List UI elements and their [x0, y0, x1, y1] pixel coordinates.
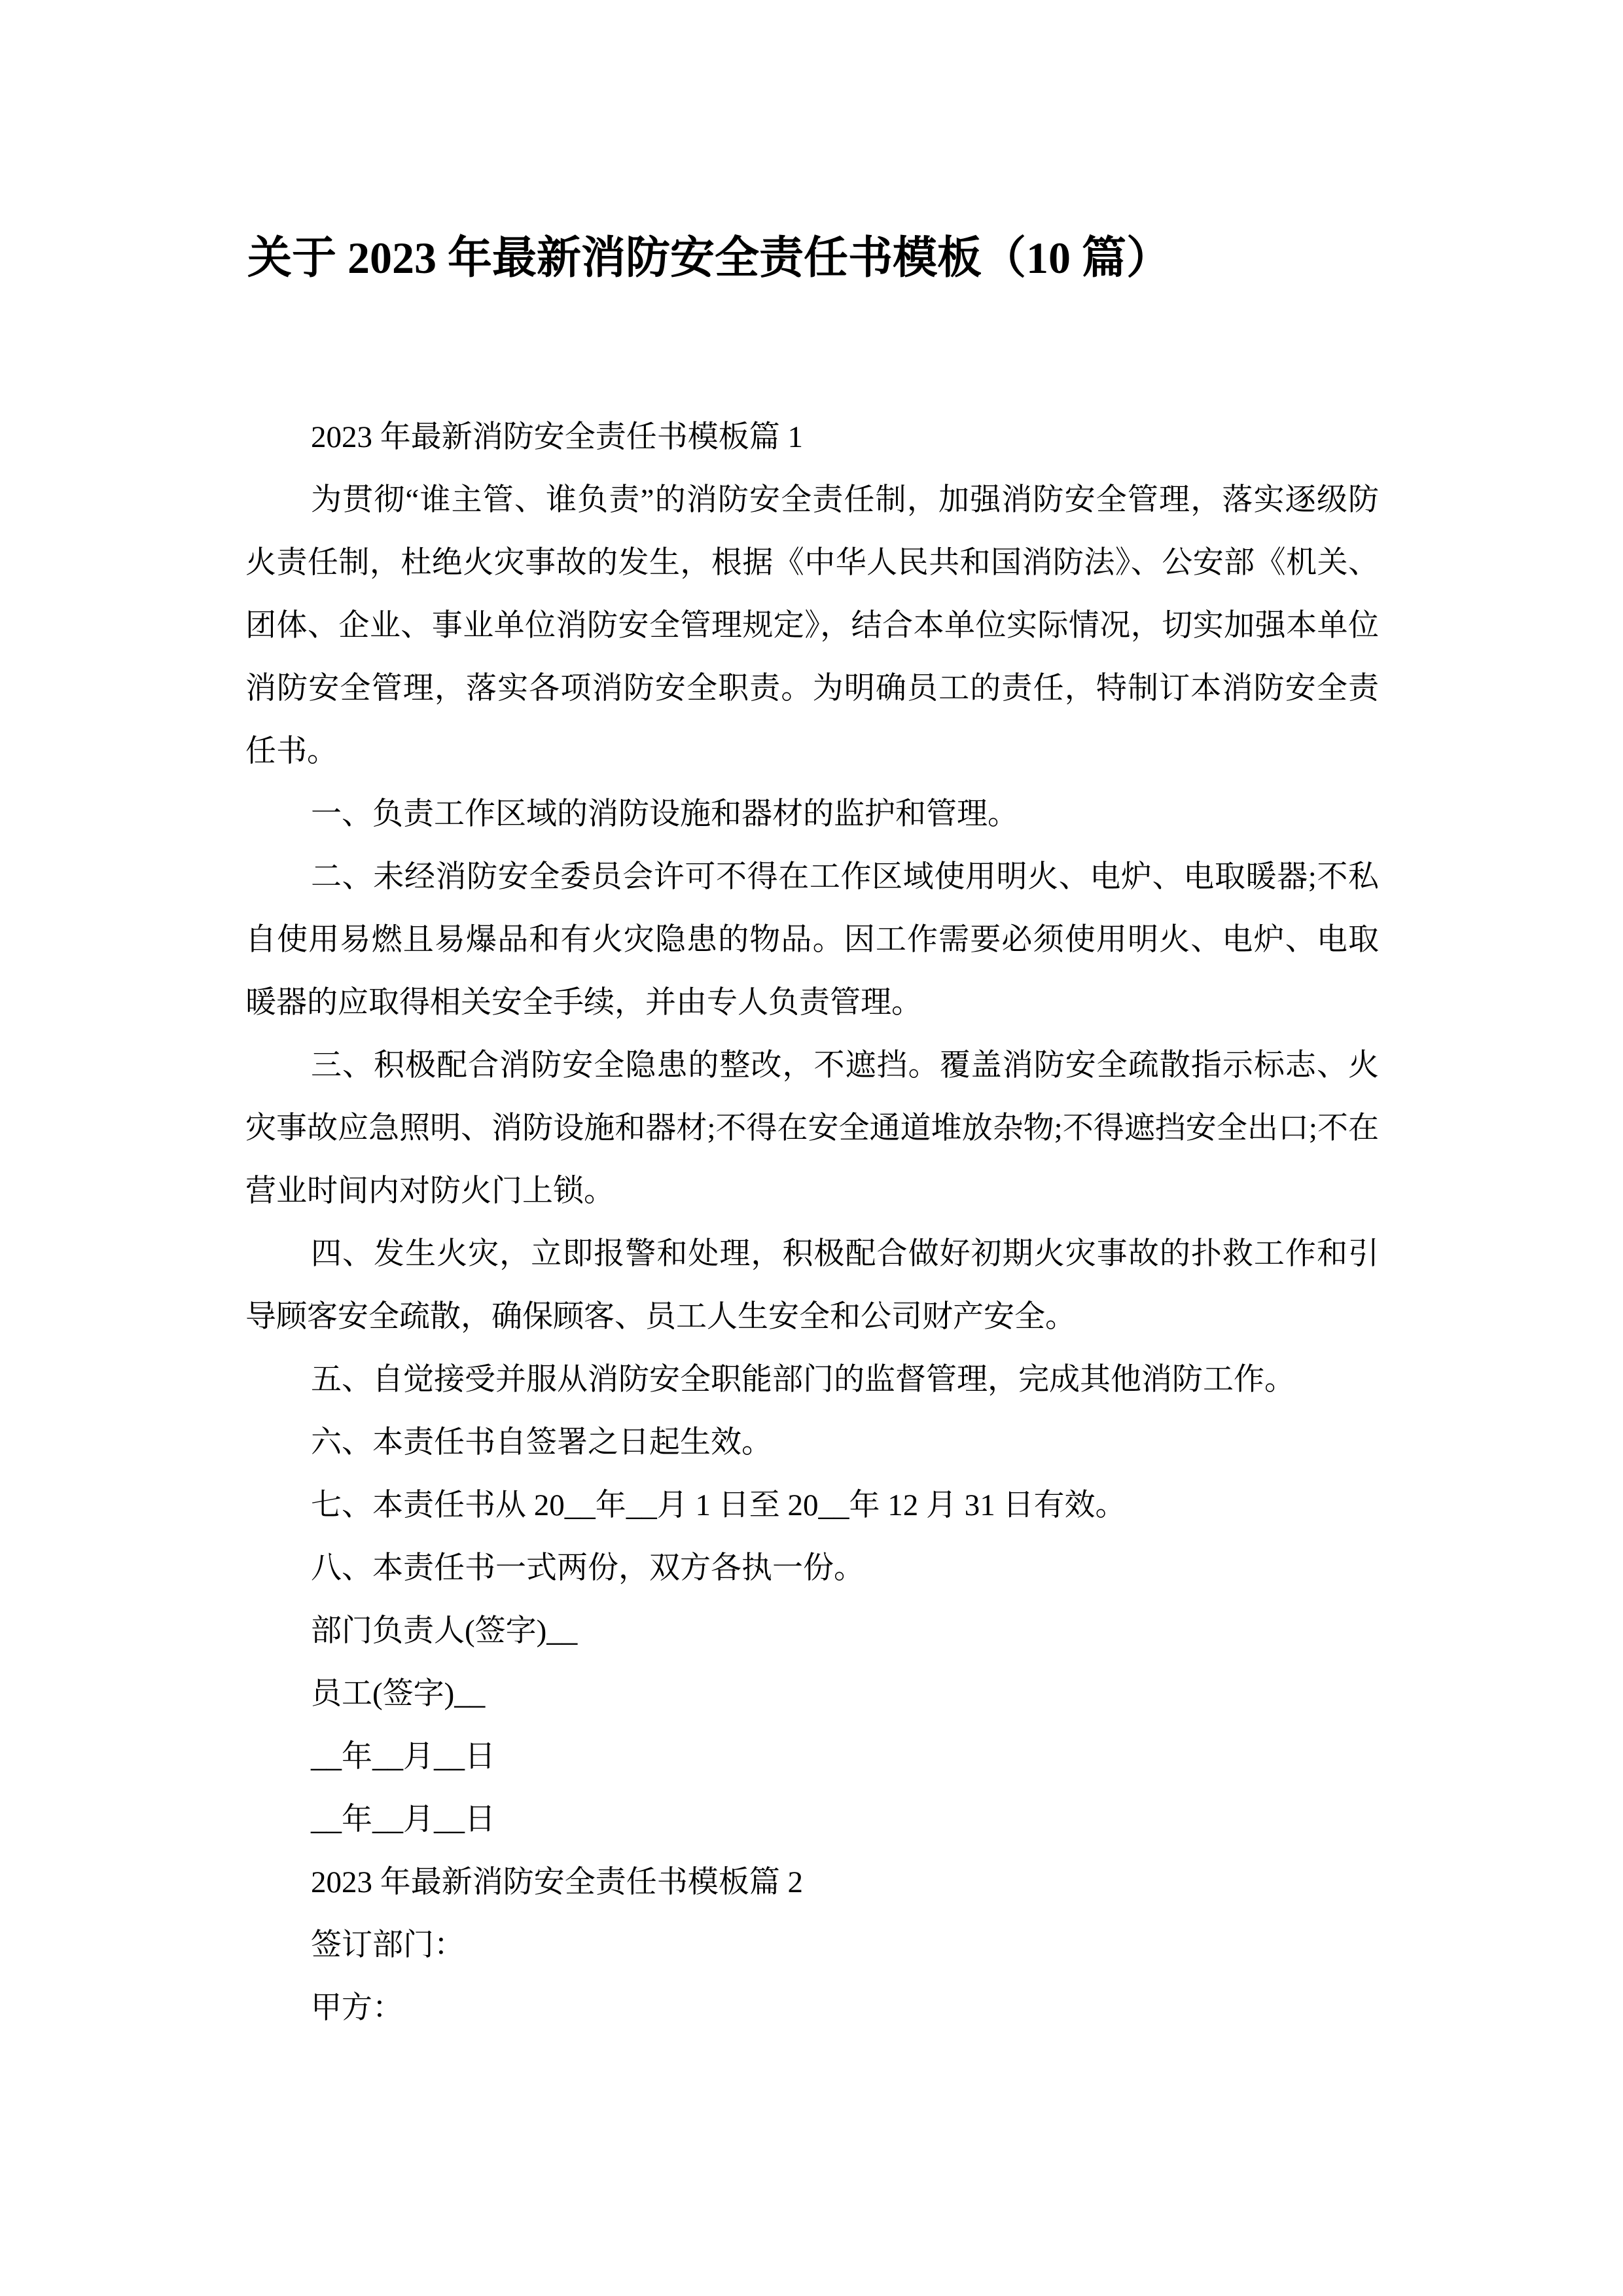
paragraph-date-line-2: __年__月__日 [311, 1803, 495, 1837]
page-title: 关于 2023 年最新消防安全责任书模板（10 篇） [247, 232, 1171, 283]
paragraph-date-line-1: __年__月__日 [311, 1740, 495, 1774]
document-body [245, 406, 1379, 2039]
paragraph-item-5: 五、自觉接受并服从消防安全职能部门的监督管理，完成其他消防工作。 [311, 1363, 1295, 1397]
paragraph-item-2: 二、未经消防安全委员会许可不得在工作区域使用明火、电炉、电取暖器;不私自使用易燃且易爆品和有火灾隐患的物品。因工作需要必须使用明火、电炉、电取暖器的应取得相关安全手续，并由专人负责管理。 [245, 860, 1379, 1020]
paragraph-item-3: 三、积极配合消防安全隐患的整改，不遮挡。覆盖消防安全疏散指示标志、火灾事故应急照明、消防设施和器材;不得在安全通道堆放杂物;不得遮挡安全出口;不在营业时间内对防火门上锁。 [245, 1049, 1379, 1208]
paragraph-item-4: 四、发生火灾，立即报警和处理，积极配合做好初期火灾事故的扑救工作和引导顾客安全疏散，确保顾客、员工人生安全和公司财产安全。 [245, 1237, 1379, 1334]
paragraph-sign-employee: 员工(签字)__ [311, 1677, 486, 1711]
paragraph-item-7: 七、本责任书从 20__年__月 1 日至 20__年 12 月 31 日有效。 [311, 1488, 1126, 1522]
paragraph-heading-piece-2: 2023 年最新消防安全责任书模板篇 2 [311, 1865, 803, 1899]
paragraph-item-8: 八、本责任书一式两份，双方各执一份。 [311, 1551, 865, 1585]
paragraph-party-a: 甲方： [311, 1991, 403, 2025]
paragraph-signing-department: 签订部门： [311, 1928, 465, 1962]
paragraph-heading-piece-1: 2023 年最新消防安全责任书模板篇 1 [311, 420, 803, 454]
paragraph-item-1: 一、负责工作区域的消防设施和器材的监护和管理。 [311, 797, 1018, 831]
paragraph-preamble: 为贯彻“谁主管、谁负责”的消防安全责任制，加强消防安全管理，落实逐级防火责任制，杜绝火灾事故的发生，根据《中华人民共和国消防法》、公安部《机关、团体、企业、事业单位消防安全管理规定》，结合本单位实际情况，切实加强本单位消防安全管理，落实各项消防安全职责。为明确员工的责任，特制订本消防安全责任书。 [245, 483, 1379, 768]
paragraph-item-6: 六、本责任书自签署之日起生效。 [311, 1426, 772, 1460]
paragraph-sign-department-head: 部门负责人(签字)__ [311, 1614, 578, 1648]
